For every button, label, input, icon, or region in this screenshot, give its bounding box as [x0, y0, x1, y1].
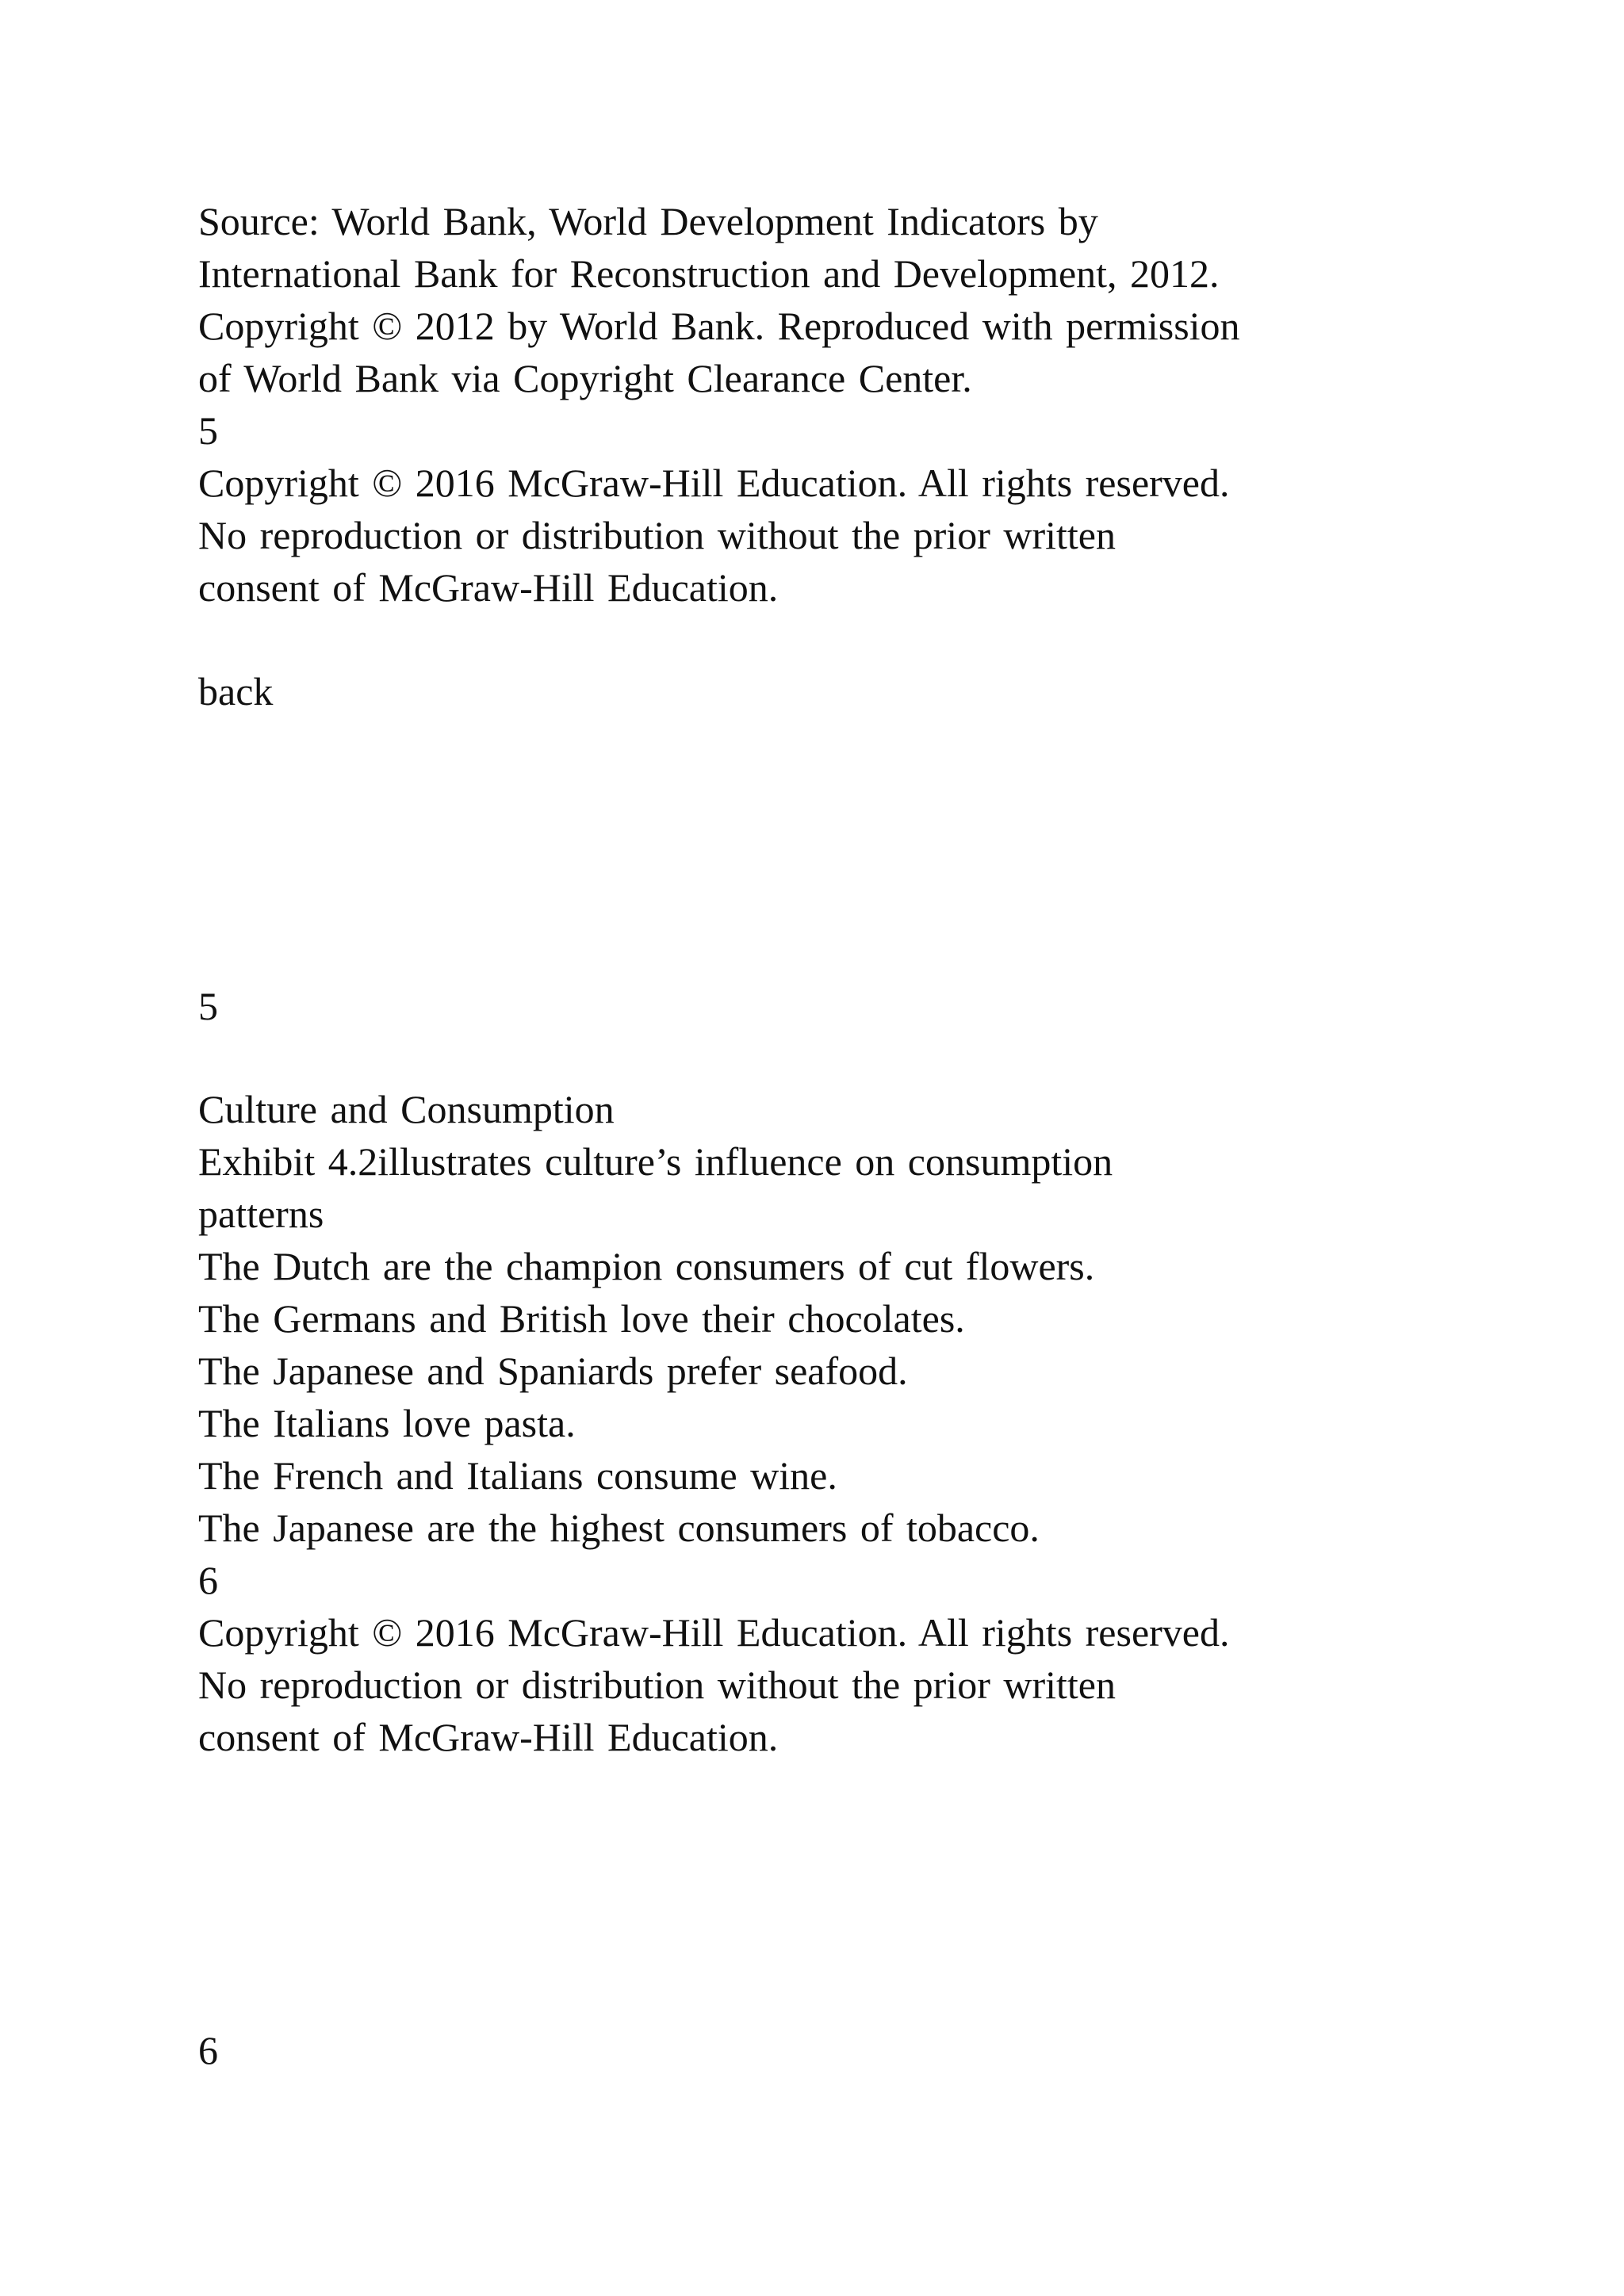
source-line-1: Source: World Bank, World Development Indicators by — [198, 199, 1098, 243]
slide-number: 5 — [198, 408, 218, 453]
source-line-3: Copyright © 2012 by World Bank. Reproduced with permission — [198, 304, 1240, 348]
copyright-line-3: consent of McGraw-Hill Education. — [198, 565, 779, 610]
source-line-4: of World Bank via Copyright Clearance Center. — [198, 356, 972, 400]
copyright-line-1: Copyright © 2016 McGraw-Hill Education. All rights reserved. — [198, 461, 1230, 505]
intro-line-2: patterns — [198, 1192, 324, 1236]
slide-number: 6 — [198, 1558, 218, 1602]
back-link[interactable]: back — [198, 669, 274, 714]
source-line-2: International Bank for Reconstruction and Development, 2012. — [198, 251, 1220, 296]
copyright-line-1: Copyright © 2016 McGraw-Hill Education. All rights reserved. — [198, 1610, 1230, 1655]
bullet-item: The Japanese are the highest consumers of tobacco. — [198, 1506, 1040, 1550]
bullet-item: The Dutch are the champion consumers of cut flowers. — [198, 1244, 1095, 1288]
slide-number: 6 — [198, 2028, 218, 2072]
bullet-item: The French and Italians consume wine. — [198, 1453, 837, 1498]
intro-line-1: Exhibit 4.2illustrates culture’s influence on consumption — [198, 1139, 1113, 1184]
slide-number: 5 — [198, 984, 218, 1028]
bullet-item: The Japanese and Spaniards prefer seafood. — [198, 1349, 908, 1393]
bullet-item: The Italians love pasta. — [198, 1401, 576, 1445]
copyright-line-2: No reproduction or distribution without the prior written — [198, 513, 1116, 557]
copyright-line-3: consent of McGraw-Hill Education. — [198, 1715, 779, 1759]
copyright-line-2: No reproduction or distribution without the prior written — [198, 1663, 1116, 1707]
bullet-item: The Germans and British love their chocolates. — [198, 1296, 965, 1341]
section-title: Culture and Consumption — [198, 1087, 615, 1131]
